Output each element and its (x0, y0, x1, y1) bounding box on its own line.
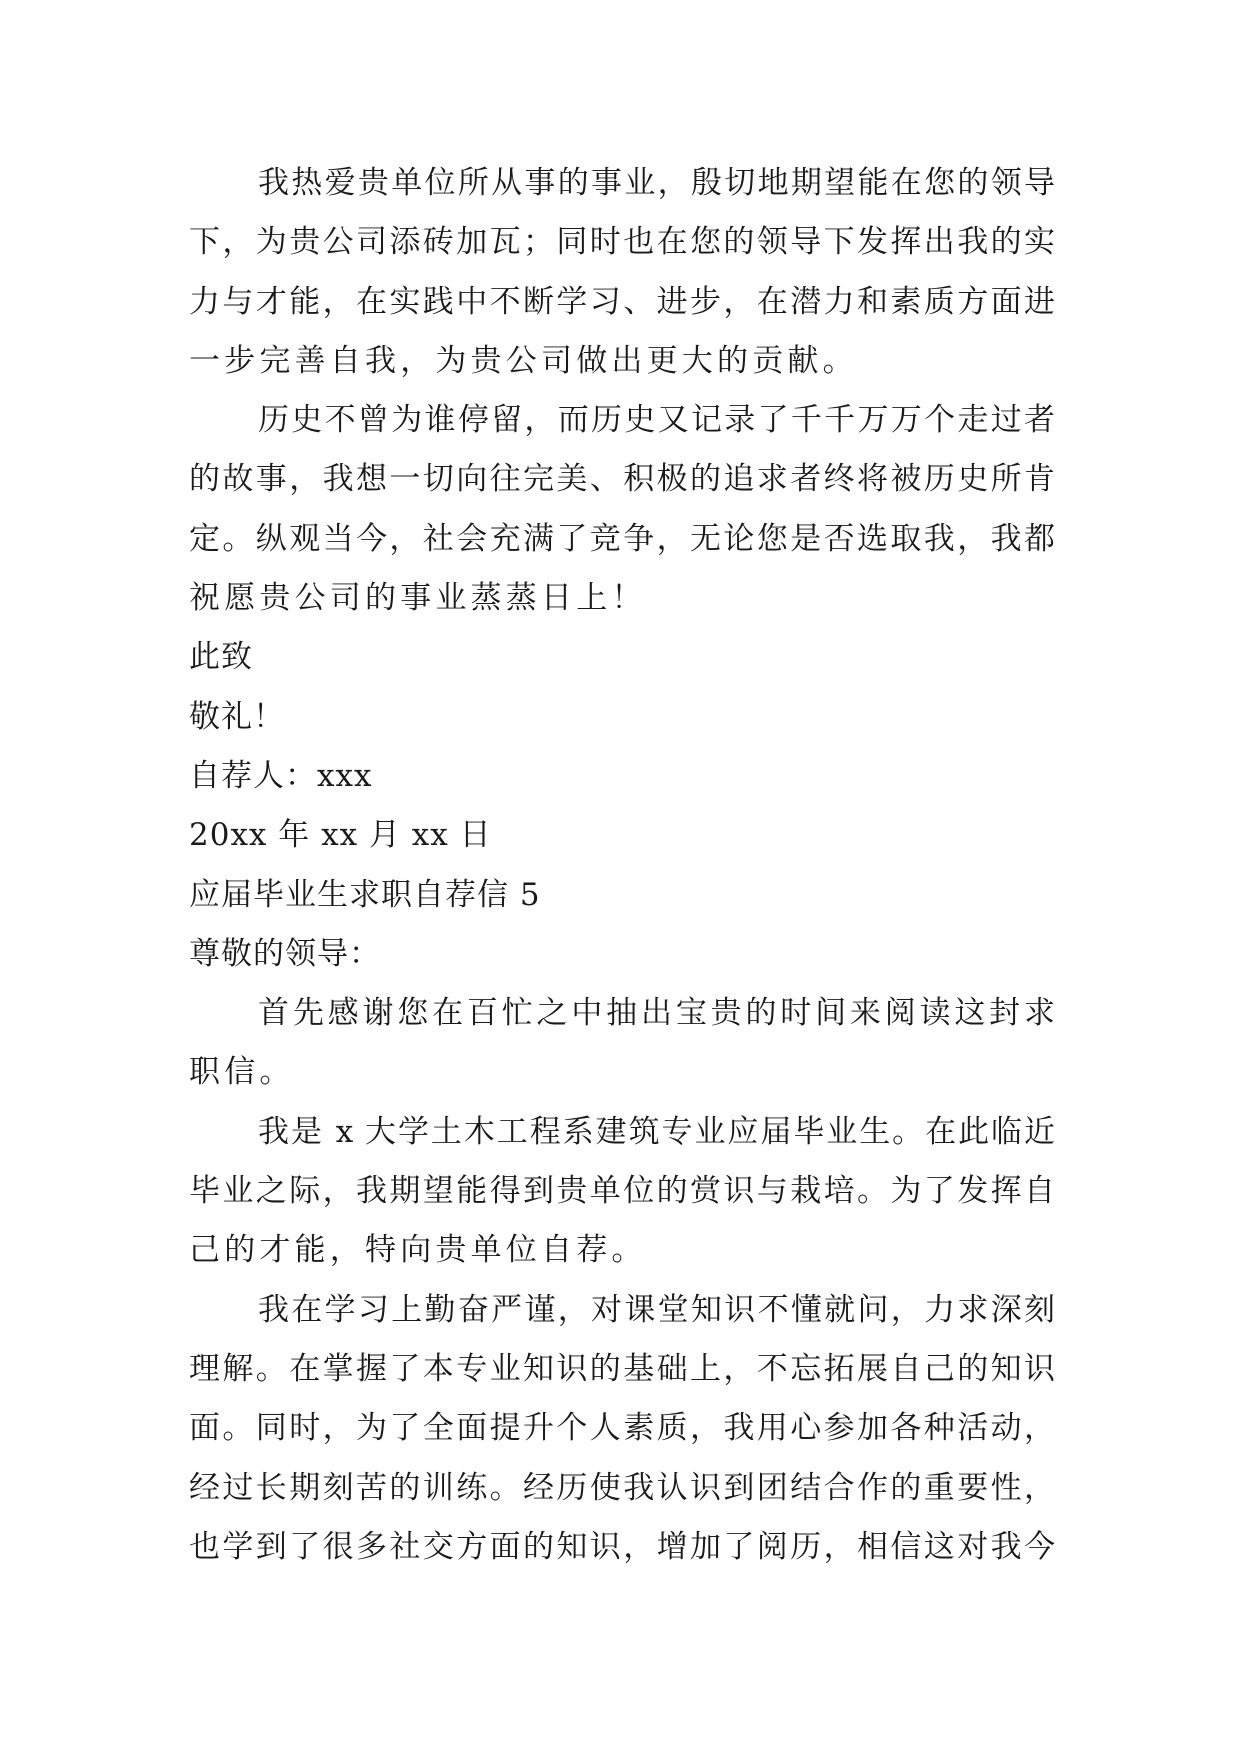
section-title: 应届毕业生求职自荐信 5 (189, 876, 541, 913)
paragraph-line: 首先感谢您在百忙之中抽出宝贵的时间来阅读这封求 (258, 995, 1055, 1032)
paragraph-line: 历史不曾为谁停留，而历史又记录了千千万万个走过者 (258, 402, 1055, 439)
greeting-line: 尊敬的领导： (189, 935, 381, 972)
paragraph-line: 己的才能，特向贵单位自荐。 (189, 1232, 647, 1269)
paragraph-line: 毕业之际，我期望能得到贵单位的赏识与栽培。为了发挥自 (189, 1173, 1055, 1210)
paragraph-line: 我是 x 大学土木工程系建筑专业应届毕业生。在此临近 (258, 1113, 1055, 1150)
paragraph-line: 的故事，我想一切向往完美、积极的追求者终将被历史所肯 (189, 461, 1055, 498)
paragraph-line: 祝愿贵公司的事业蒸蒸日上！ (189, 580, 647, 617)
closing-line: 此致 (189, 639, 253, 676)
paragraph-line: 也学到了很多社交方面的知识，增加了阅历，相信这对我今 (189, 1528, 1055, 1565)
paragraph-line: 面。同时，为了全面提升个人素质，我用心参加各种活动， (189, 1410, 1055, 1447)
paragraph-line: 我热爱贵单位所从事的事业，殷切地期望能在您的领导 (258, 165, 1055, 201)
paragraph-line: 一步完善自我，为贵公司做出更大的贡献。 (189, 342, 858, 379)
paragraph-line: 职信。 (189, 1054, 295, 1091)
paragraph-line: 理解。在掌握了本专业知识的基础上，不忘拓展自己的知识 (189, 1350, 1055, 1387)
salutation-line: 敬礼！ (189, 698, 285, 735)
paragraph-line: 经过长期刻苦的训练。经历使我认识到团结合作的重要性， (189, 1469, 1055, 1506)
document-page (189, 154, 1055, 1577)
paragraph-line: 力与才能，在实践中不断学习、进步，在潜力和素质方面进 (189, 283, 1055, 320)
paragraph-line: 我在学习上勤奋严谨，对课堂知识不懂就问，力求深刻 (258, 1291, 1055, 1328)
date-line: 20xx 年 xx 月 xx 日 (189, 817, 492, 854)
paragraph-line: 下，为贵公司添砖加瓦；同时也在您的领导下发挥出我的实 (189, 224, 1055, 261)
signature-line: 自荐人：xxx (189, 757, 373, 794)
paragraph-line: 定。纵观当今，社会充满了竞争，无论您是否选取我，我都 (189, 520, 1055, 557)
